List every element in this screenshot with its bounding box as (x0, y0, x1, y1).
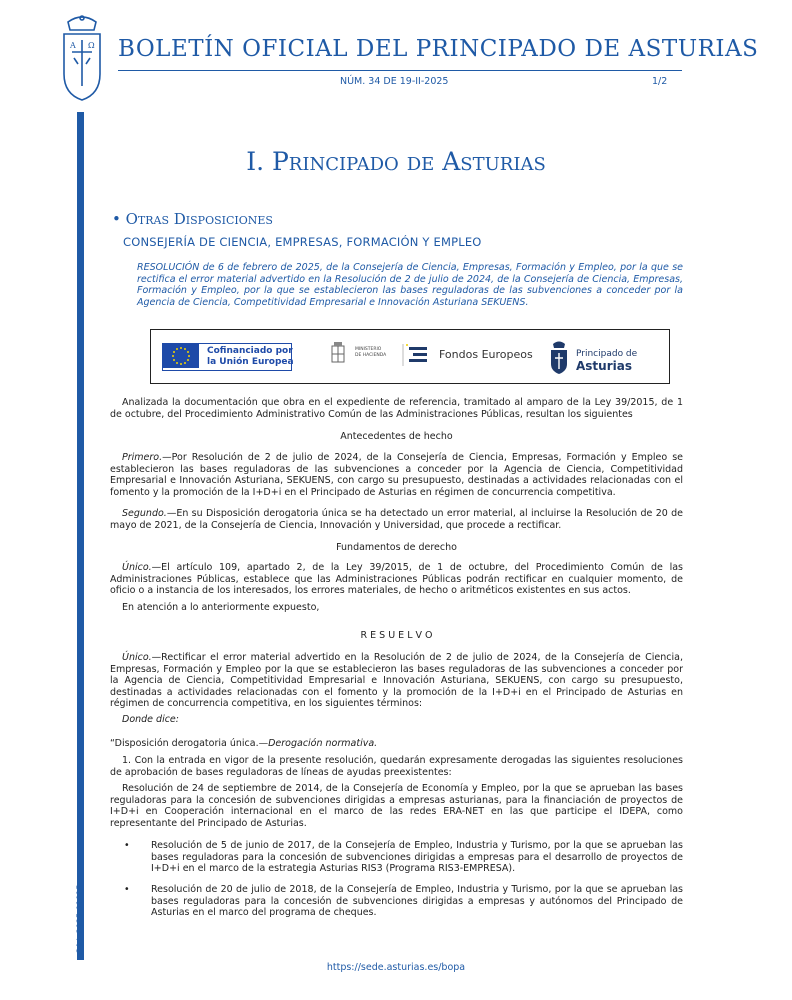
bulletin-title: BOLETÍN OFICIAL DEL PRINCIPADO DE ASTURIAS (118, 36, 759, 62)
segundo-label: Segundo. (122, 508, 167, 519)
ministry-label (355, 347, 386, 359)
header-divider (118, 70, 682, 71)
european-funds-icon (401, 344, 431, 366)
asturias-label-line2: Asturias (576, 359, 632, 373)
unico-resolucion-text: —Rectificar el error material advertido en la Resolución de 2 de julio de 2024, de la Consejería de Ciencia, Empresas, Formación y Empleo por la que se establecieron las bases reguladoras de las subvenciones a conceder por la Agencia de Ciencia, Competitividad Empresarial e Innovación Asturiana, SEKUENS, con cargo su presupuesto, destinadas a actividades relacionadas con el fomento y la promoción de la I+D+i en el Principado de Asturias en régimen de concurrencia competitiva, en los siguientes términos: (110, 652, 683, 709)
document-code-text: Cód. 2025-01015 (75, 885, 85, 955)
european-funds-label: Fondos Europeos (439, 348, 533, 361)
footer-url[interactable]: https://sede.asturias.es/bopa (326, 962, 466, 973)
department-name: CONSEJERÍA DE CIENCIA, EMPRESAS, FORMACIÓN Y EMPLEO (123, 235, 482, 249)
unico-fundamento-text: —El artículo 109, apartado 2, de la Ley 39/2015, de 1 de octubre, del Procedimiento Común de las Administraciones Públicas, establece que las Administraciones Públicas podrán rectificar en cualquier momento, de oficio o a instancia de los interesados, los errores materiales, de hecho o aritméticos existentes en sus actos. (110, 562, 683, 596)
issue-number: NÚM. 34 DE 19-II-2025 (340, 76, 449, 87)
disposicion-title: —Derogación normativa. (258, 738, 378, 749)
res2014-paragraph: Resolución de 24 de septiembre de 2014, de la Consejería de Economía y Empleo, por la que se aprueban las bases reguladoras para la concesión de subvenciones dirigidas a empresas asturianas, para la financiación de proyectos de I+D+i en Cooperación internacional en el marco de las redes ERA-NET en las que participe el IDEPA, como representante del Principado de Asturias. (110, 783, 683, 829)
unico-fundamento-paragraph (110, 562, 683, 597)
asturias-crest-icon (56, 14, 108, 102)
unico-fundamento-label: Único. (122, 562, 152, 573)
atencion-paragraph: En atención a lo anteriormente expuesto, (122, 602, 320, 613)
unico-resolucion-label: Único. (122, 652, 152, 663)
segundo-paragraph (110, 508, 683, 531)
eu-label-line1: Cofinanciado por (207, 346, 293, 356)
svg-text:Ω: Ω (88, 41, 95, 50)
eu-label-line2: la Unión Europea (207, 357, 294, 367)
page-number: 1/2 (652, 76, 668, 87)
donde-dice (110, 714, 683, 726)
primero-paragraph (110, 452, 683, 498)
asturias-logo-icon (548, 340, 570, 374)
eu-flag-icon (163, 344, 199, 368)
point1-paragraph: 1. Con la entrada en vigor de la presente resolución, quedarán expresamente derogadas las siguientes resoluciones de aprobación de bases reguladoras de líneas de ayudas preexistentes: (110, 755, 683, 778)
bullet-item-2: Resolución de 20 de julio de 2018, de la Consejería de Empleo, Industria y Turismo, por la que se aprueban las bases reguladoras para la concesión de subvenciones dirigidas a empresas y autónomos del Principado de Asturias en el marco del programa de cheques. (151, 884, 683, 918)
asturias-logo-label (576, 348, 637, 374)
section-title: I. Principado de Asturias (246, 147, 546, 176)
disposicion-label: “Disposición derogatoria única. (110, 738, 259, 749)
subsection-title: • Otras Disposiciones (112, 210, 273, 228)
document-code (68, 840, 90, 960)
svg-text:A: A (70, 41, 76, 50)
resolution-summary: RESOLUCIÓN de 6 de febrero de 2025, de la Consejería de Ciencia, Empresas, Formación y Empleo, por la que se rectifica el error material advertido en la Resolución de 2 de julio de 2024, de la Consejería de Ciencia, Empresas, Formación y Empleo, por la que se establecieron las bases reguladoras de las subvenciones a conceder por la Agencia de Ciencia, Competitividad Empresarial e Innovación Asturiana SEKUENS. (137, 262, 683, 308)
primero-text: —Por Resolución de 2 de julio de 2024, de la Consejería de Ciencia, Empresas, Formación y Empleo se establecieron las bases reguladoras de las subvenciones a conceder por la Agencia de Ciencia, Competitividad Empresarial e Innovación Asturiana, SEKUENS, con cargo su presupuesto, destinadas a actividades relacionadas con el fomento y la promoción de la I+D+i en el Principado de Asturias en régimen de concurrencia competitiva. (110, 452, 683, 498)
primero-label: Primero. (122, 452, 163, 463)
ministry-line2: DE HACIENDA (355, 353, 387, 358)
donde-dice-text: Donde dice: (122, 714, 179, 725)
asturias-label-line1: Principado de (576, 349, 638, 359)
eu-cofunded-label (207, 346, 294, 368)
funding-logos (150, 329, 670, 384)
disposicion-heading (110, 738, 683, 750)
bullet-item-1: Resolución de 5 de junio de 2017, de la Consejería de Empleo, Industria y Turismo, por la que se aprueban las bases reguladoras para la concesión de subvenciones dirigidas a empresas para el desarrollo de proyectos de I+D+i en el marco de la estrategia Asturias RIS3 (Programa RIS3-EMPRESA). (151, 840, 683, 874)
side-bar (77, 112, 84, 960)
bullet-icon: • (124, 884, 130, 895)
spain-shield-icon (329, 342, 347, 366)
fundamentos-heading: Fundamentos de derecho (336, 542, 457, 553)
bullet-icon: • (124, 840, 130, 851)
unico-resolucion-paragraph (110, 652, 683, 710)
ministry-line1: MINISTERIO (355, 347, 382, 352)
intro-paragraph: Analizada la documentación que obra en el expediente de referencia, tramitado al amparo de la Ley 39/2015, de 1 de octubre, del Procedimiento Administrativo Común de las Administraciones Públicas, resultan los siguientes (110, 397, 683, 420)
resuelvo-heading: R E S U E L V O (360, 630, 433, 641)
antecedentes-heading: Antecedentes de hecho (340, 431, 453, 442)
segundo-text: —En su Disposición derogatoria única se ha detectado un error material, al incluirse la Resolución de 20 de mayo de 2021, de la Consejería de Ciencia, Innovación y Universidad, que procede a rectificar. (110, 508, 683, 531)
